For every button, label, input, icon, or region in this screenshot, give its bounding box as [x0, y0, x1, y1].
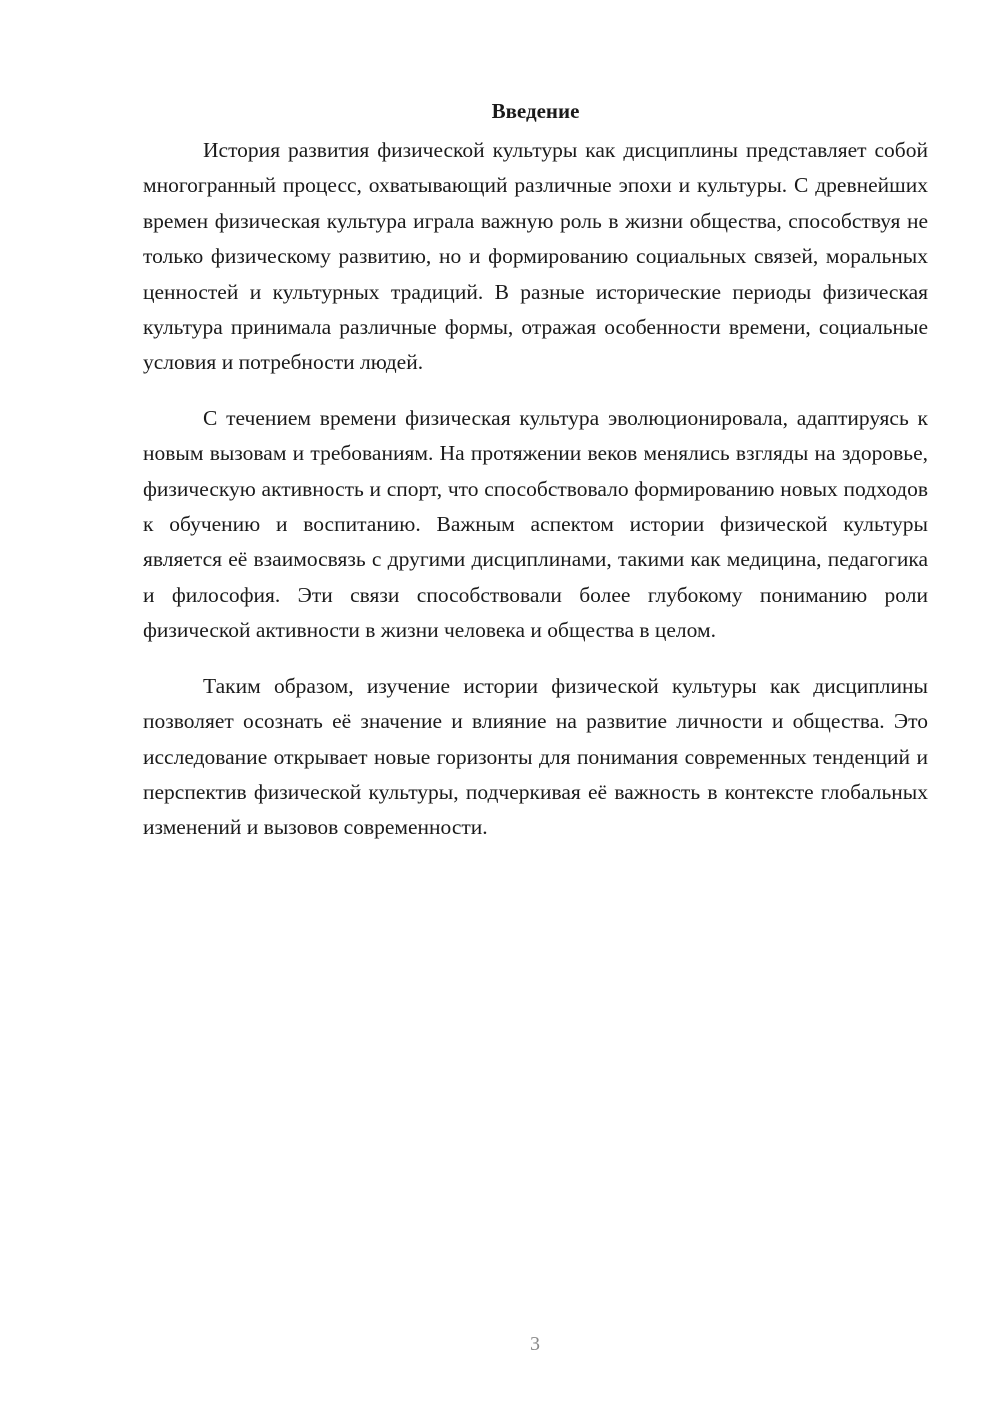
- page-number: 3: [530, 1333, 540, 1355]
- section-title: Введение: [491, 99, 580, 123]
- paragraph-1: История развития физической культуры как дисциплины представляет собой многогранный процесс, охватывающий различные эпохи и культуры. С древнейших времен физическая культура играла важную роль в жизни общества, способствуя не только физическому развитию, но и формированию социальных связей, моральных ценностей и культурных традиций. В разные исторические периоды физическая культура принимала различные формы, отражая особенности времени, социальные условия и потребности людей.: [143, 138, 928, 375]
- page-content: [143, 93, 928, 866]
- paragraph-3: Таким образом, изучение истории физической культуры как дисциплины позволяет осознать её значение и влияние на развитие личности и общества. Это исследование открывает новые горизонты для понимания современных тенденций и перспектив физической культуры, подчеркивая её важность в контексте глобальных изменений и вызовов современности.: [143, 673, 928, 840]
- paragraph-2: С течением времени физическая культура эволюционировала, адаптируясь к новым вызовам и требованиям. На протяжении веков менялись взгляды на здоровье, физическую активность и спорт, что способствовало формированию новых подходов к обучению и воспитанию. Важным аспектом истории физической культуры является её взаимосвязь с другими дисциплинами, такими как медицина, педагогика и философия. Эти связи способствовали более глубокому пониманию роли физической активности в жизни человека и общества в целом.: [143, 405, 928, 643]
